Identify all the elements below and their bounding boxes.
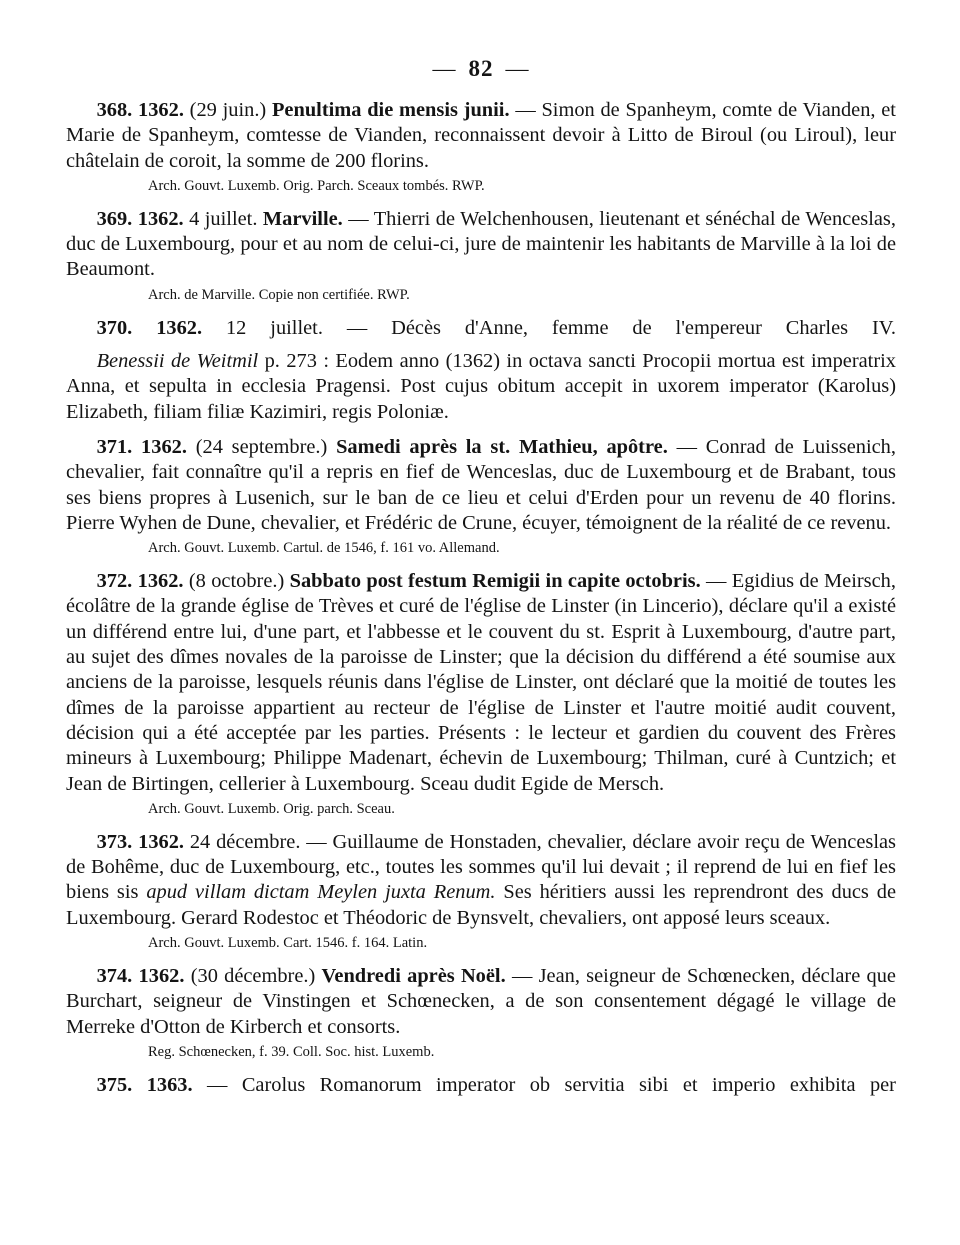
entry-date: (24 septembre.) (195, 435, 328, 458)
entry-quote (66, 349, 896, 425)
entry-number: 371. (96, 435, 133, 458)
entry-text: — Guillaume de Honstaden, chevalier, déclare avoir reçu de Wenceslas de Bohême, duc de Luxembourg, etc., toutes les sommes qu'il lui devait ; il reprend de lui en fief les biens sis (66, 830, 896, 904)
entry-number: 373. (96, 830, 133, 853)
entry-local-date: Vendredi après Noël. (321, 965, 506, 988)
entry-year: 1362. (137, 207, 184, 230)
entry-year: 1362. (141, 435, 187, 458)
entry-year: 1362. (138, 830, 185, 853)
entry-source: Arch. Gouvt. Luxemb. Cartul. de 1546, f. 161 vo. Allemand. (148, 540, 500, 557)
entry-number: 368. (96, 99, 133, 121)
entry-text: — Conrad de Luissenich, chevalier, fait connaître qu'il a repris en fief de Wenceslas, duc de Luxembourg et de Brabant, tous ses biens propres à Lusenich, sur le ban de ce lieu et celui d'Erden pour un revenu de 40 florins. Pierre Wyhen de Dune, chevalier, et Frédéric de Crune, écuyer, témoignent de la réalité de ce revenu. (66, 435, 896, 534)
entry-date: 4 juillet. (189, 207, 258, 230)
entry-number: 369. (96, 207, 133, 230)
entry-375 (66, 1073, 896, 1098)
entry-369 (66, 207, 896, 283)
entry-source: Arch. Gouvt. Luxemb. Orig. Parch. Sceaux tombés. RWP. (148, 177, 485, 194)
quote-citation: Benessii de Weitmil (96, 350, 259, 373)
entry-year: 1362. (156, 316, 203, 339)
entry-year: 1363. (146, 1073, 193, 1096)
entry-text: — Carolus Romanorum imperator ob servitia sibi et imperio exhibita per (207, 1073, 896, 1096)
entry-text: — Egidius de Meirsch, écolâtre de la grande église de Trèves et curé de l'église de Linster (in Lincerio), déclare qu'il a existé un différend entre lui, d'une part, et l'abbesse et le couvent du st. Esprit à Luxembourg, d'autre part, au sujet des dîmes novales de la paroisse de Linster; que la décision du différend a été soumise aux anciens de la paroisse, lesquels réunis dans l'église de Linster, ont déclaré que la moitié de toutes les dîmes de la paroisse appartient au recteur de l'église de Linster et l'autre moitié audit couvent, décision qui a été acceptée par les parties. Présents : le lecteur et gardien du couvent des Frères mineurs à Luxembourg; Philippe Madenart, échevin de Luxembourg; Thilman, curé à Cuntzich; et Jean de Birtingen, cellerier à Luxembourg. Sceau dudit Egide de Mersch. (66, 570, 896, 795)
entry-number: 370. (96, 316, 133, 339)
entry-local-date: Sabbato post festum Remigii in capite octobris. (289, 570, 701, 593)
entry-number: 374. (96, 965, 133, 988)
entry-number: 372. (96, 570, 133, 593)
entry-date: 24 décembre. (189, 830, 301, 853)
entry-local-date: Samedi après la st. Mathieu, apôtre. (336, 435, 668, 458)
entry-year: 1362. (137, 570, 184, 593)
quote-text: p. 273 : Eodem anno (1362) in octava sancti Procopii mortua est imperatrix Anna, et sepulta in ecclesia Pragensi. Post cujus obitum accepit in uxorem imperator (Karolus) Elizabeth, filiam filiæ Kazimiri, regis Poloniæ. (66, 350, 896, 423)
entry-source: Arch. Gouvt. Luxemb. Cart. 1546. f. 164. Latin. (148, 935, 428, 952)
entry-source: Arch. Gouvt. Luxemb. Orig. parch. Sceau. (148, 800, 395, 817)
entry-text: — Thierri de Welchenhousen, lieutenant et sénéchal de Wenceslas, duc de Luxembourg, pour et au nom de celui-ci, jure de maintenir les habitants de Marville à la loi de Beaumont. (66, 207, 896, 281)
entry-374 (66, 964, 896, 1040)
page-number-value: 82 (468, 56, 494, 81)
entry-text: — Simon de Spanheym, comte de Vianden, et Marie de Spanheym, comtesse de Vianden, reconnaissent devoir à Litto de Biroul (ou Liroul), leur châtelain de coroit, la somme de 200 florins. (66, 99, 896, 172)
entry-date: 12 juillet. (225, 316, 323, 339)
entry-368 (66, 98, 896, 174)
entry-source: Arch. de Marville. Copie non certifiée. RWP. (148, 286, 410, 303)
entry-371 (66, 435, 896, 536)
entry-date: (29 juin.) (189, 99, 267, 121)
entry-date: (8 octobre.) (188, 570, 285, 593)
entry-text: — Décès d'Anne, femme de l'empereur Charles IV. (346, 316, 896, 339)
entry-italic-text: apud villam dictam Meylen juxta Renum. (146, 881, 496, 904)
entry-year: 1362. (138, 965, 185, 988)
entry-370 (66, 316, 896, 341)
entry-372 (66, 569, 896, 797)
entry-number: 375. (96, 1073, 133, 1096)
page-number: — 82 — (432, 56, 530, 81)
entry-local-date: Penultima die mensis junii. (271, 99, 510, 121)
entry-source: Reg. Schœnecken, f. 39. Coll. Soc. hist. Luxemb. (148, 1043, 435, 1060)
entry-text-continued: Ses héritiers aussi les reprendront des ducs de Luxembourg. Gerard Rodestoc et Théodoric de Bynsvelt, chevaliers, ont apposé leurs sceaux. (66, 881, 896, 929)
entry-text: — Jean, seigneur de Schœnecken, déclare que Burchart, seigneur de Vinstingen et Schœnecken, a de son consentement dégagé le village de Merreke d'Otton de Kirberch et consorts. (66, 965, 896, 1038)
document-page (66, 56, 896, 1098)
entry-date: (30 décembre.) (190, 965, 316, 988)
entry-place: Marville. (262, 207, 343, 230)
entry-year: 1362. (138, 99, 184, 121)
entry-373 (66, 830, 896, 931)
